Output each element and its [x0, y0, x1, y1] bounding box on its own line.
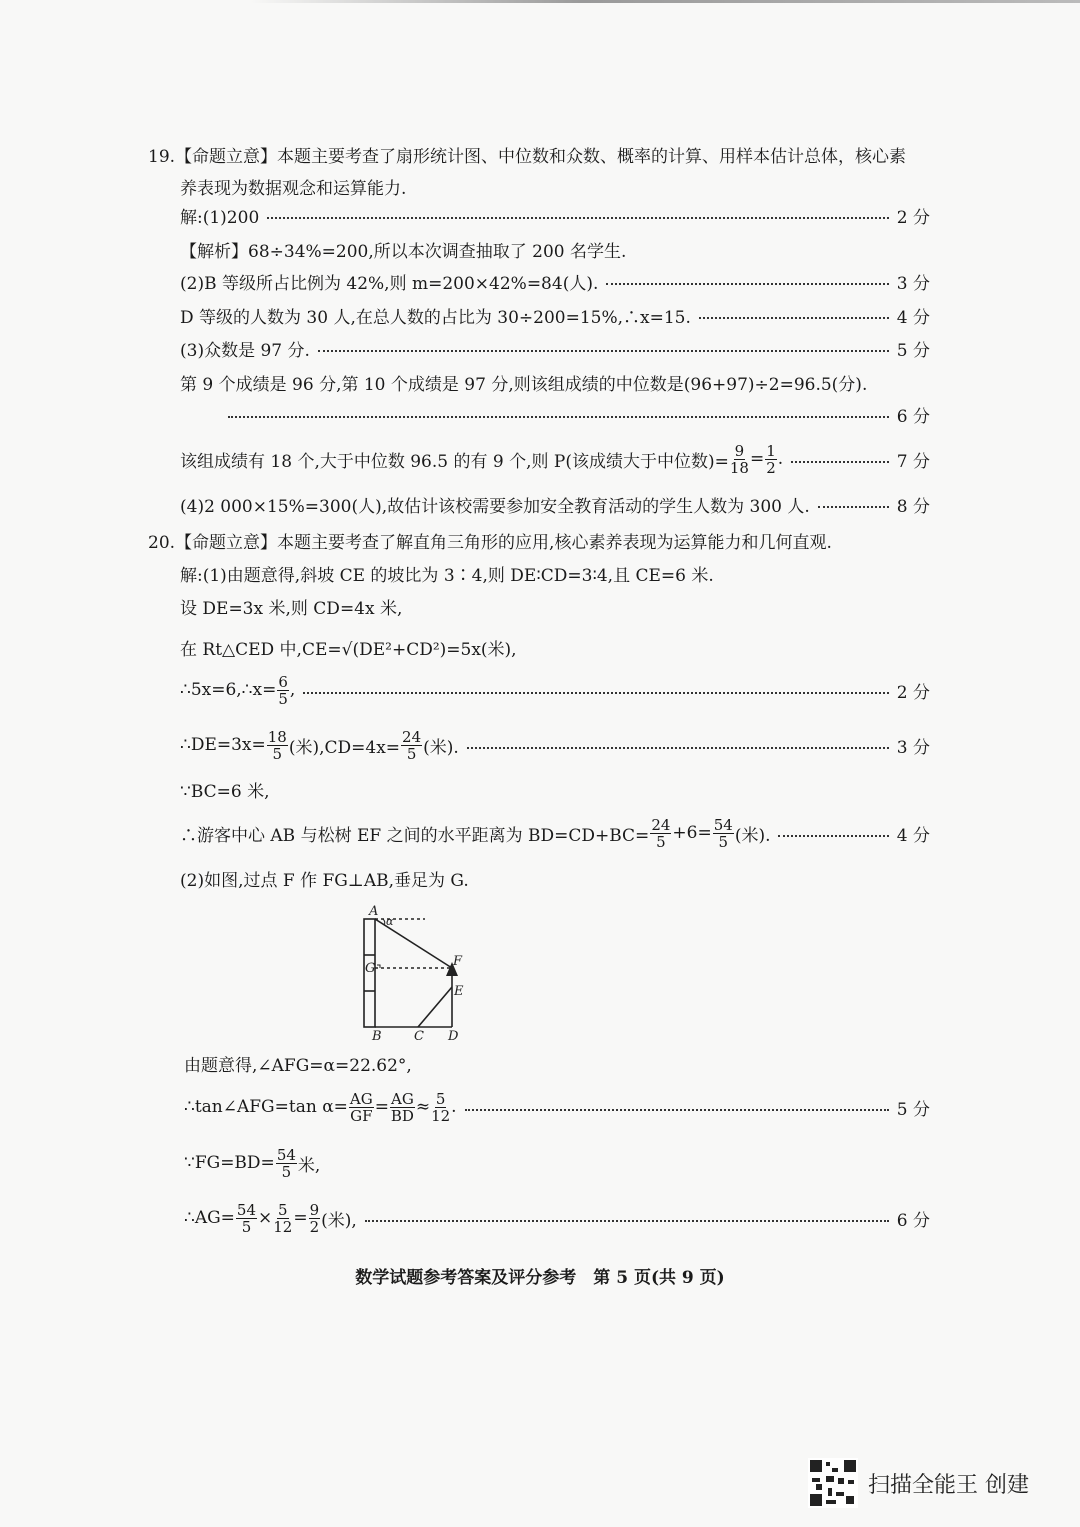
- fraction-numerator: 9: [734, 441, 745, 460]
- fraction-numerator: 24: [402, 727, 422, 746]
- qr-code-icon: [808, 1458, 858, 1508]
- text-segment: 19.【命题立意】本题主要考查了扇形统计图、中位数和众数、概率的计算、用样本估计总体，核心素: [148, 146, 907, 167]
- text-segment: 【解析】68÷34%=200,所以本次调查抽取了 200 名学生.: [180, 241, 627, 262]
- text-segment: ∴AG=: [184, 1208, 235, 1228]
- text-segment: ∴DE=3x=: [180, 735, 266, 755]
- text-segment: ×: [258, 1208, 273, 1228]
- score-points: 7 分: [896, 451, 930, 472]
- score-points: 5 分: [896, 340, 930, 361]
- fraction-denominator: 2: [766, 458, 776, 477]
- fraction-numerator: AG: [391, 1089, 414, 1108]
- score-points: 5 分: [896, 1099, 930, 1120]
- fraction-numerator: 18: [267, 727, 287, 746]
- score-points: 8 分: [896, 496, 930, 517]
- text-segment: 解:(1)200: [180, 207, 260, 228]
- text-segment: ≈: [415, 1097, 431, 1117]
- fraction-numerator: 24: [651, 815, 671, 834]
- text-segment: +6=: [672, 823, 712, 843]
- text-segment: (米),: [321, 1210, 357, 1231]
- text-segment: ∴tan∠AFG=tan α=: [184, 1097, 348, 1117]
- text-segment: 该组成绩有 18 个,大于中位数 96.5 的有 9 个,则 P(该成绩大于中位数)=: [180, 451, 729, 472]
- fraction-denominator: 5: [241, 1217, 252, 1236]
- score-points: 4 分: [896, 307, 930, 328]
- fraction-numerator: 9: [309, 1200, 320, 1219]
- label-a: A: [369, 904, 379, 919]
- fraction-denominator: 5: [718, 832, 729, 851]
- fraction-denominator: 5: [272, 744, 283, 763]
- text-segment: 米,: [297, 1155, 321, 1176]
- label-c: C: [414, 1029, 424, 1044]
- text-segment: .: [451, 1097, 457, 1117]
- fraction-denominator: 5: [281, 1162, 292, 1181]
- text-segment: 设 DE=3x 米,则 CD=4x 米,: [180, 598, 403, 619]
- fraction-numerator: 54: [236, 1200, 257, 1219]
- fraction-numerator: 5: [435, 1089, 446, 1108]
- text-segment: (2)B 等级所占比例为 42%,则 m=200×42%=84(人).: [180, 273, 599, 294]
- text-segment: (米).: [734, 825, 771, 846]
- fraction-denominator: 5: [278, 689, 288, 708]
- fraction-denominator: 5: [406, 744, 417, 763]
- slope-ce: [418, 987, 452, 1027]
- fraction-denominator: 2: [309, 1217, 320, 1236]
- fraction-denominator: BD: [390, 1106, 414, 1125]
- text-segment: 养表现为数据观念和运算能力.: [180, 178, 407, 199]
- score-points: 6 分: [896, 406, 930, 427]
- score-points: 3 分: [896, 273, 930, 294]
- fraction-numerator: 1: [766, 441, 776, 460]
- text-segment: ∵FG=BD=: [184, 1153, 275, 1173]
- fraction-numerator: AG: [349, 1089, 373, 1108]
- watermark-text: 扫描全能王 创建: [868, 1472, 1029, 1498]
- fraction-denominator: 5: [656, 832, 666, 851]
- text-segment: 由题意得,∠AFG=α=22.62°,: [184, 1055, 412, 1076]
- label-b: B: [372, 1029, 382, 1044]
- label-alpha: α: [386, 915, 394, 928]
- text-segment: (米),CD=4x=: [288, 737, 401, 758]
- text-segment: ,: [289, 680, 296, 700]
- text-segment: 解:(1)由题意得,斜坡 CE 的坡比为 3∶4,则 DE∶CD=3∶4,且 CE=6 米.: [180, 565, 714, 586]
- text-segment: =: [749, 449, 765, 469]
- fraction-denominator: 12: [431, 1106, 451, 1125]
- score-points: 6 分: [896, 1210, 930, 1231]
- text-segment: (米).: [423, 737, 459, 758]
- text-segment: ∴5x=6,∴x=: [180, 680, 277, 700]
- fraction-denominator: GF: [350, 1106, 373, 1125]
- text-segment: 20.【命题立意】本题主要考查了解直角三角形的应用,核心素养表现为运算能力和几何直观.: [148, 532, 832, 553]
- text-segment: .: [777, 449, 784, 469]
- score-points: 3 分: [896, 737, 930, 758]
- score-points: 2 分: [896, 207, 930, 228]
- text-segment: =: [374, 1097, 389, 1117]
- label-g: G: [365, 961, 376, 976]
- score-points: 2 分: [896, 682, 930, 703]
- text-segment: ∵BC=6 米,: [180, 781, 270, 802]
- score-points: 4 分: [896, 825, 930, 846]
- fraction-denominator: 18: [729, 458, 749, 477]
- text-segment: (3)众数是 97 分.: [180, 340, 310, 361]
- fraction-numerator: 54: [276, 1145, 296, 1164]
- scanner-watermark: [808, 1458, 1029, 1508]
- text-segment: ∴游客中心 AB 与松树 EF 之间的水平距离为 BD=CD+BC=: [180, 825, 650, 846]
- page-footer: 数学试题参考答案及评分参考 第 5 页(共 9 页): [355, 1268, 725, 1288]
- label-e: E: [454, 984, 464, 999]
- label-f: F: [453, 954, 463, 969]
- text-segment: D 等级的人数为 30 人,在总人数的占比为 30÷200=15%,∴x=15.: [180, 307, 691, 328]
- fraction-denominator: 12: [273, 1217, 293, 1236]
- text-segment: 在 Rt△CED 中,CE=√(DE²+CD²)=5x(米),: [180, 639, 517, 660]
- fraction-numerator: 6: [278, 672, 288, 691]
- text-segment: 第 9 个成绩是 96 分,第 10 个成绩是 97 分,则该组成绩的中位数是(96+97)÷2=96.5(分).: [180, 374, 868, 395]
- text-segment: (2)如图,过点 F 作 FG⊥AB,垂足为 G.: [180, 870, 469, 891]
- fraction-numerator: 5: [278, 1200, 288, 1219]
- label-d: D: [448, 1029, 459, 1044]
- text-segment: =: [293, 1208, 308, 1228]
- text-segment: (4)2 000×15%=300(人),故估计该校需要参加安全教育活动的学生人数为 300 人.: [180, 496, 810, 517]
- fraction-numerator: 54: [713, 815, 733, 834]
